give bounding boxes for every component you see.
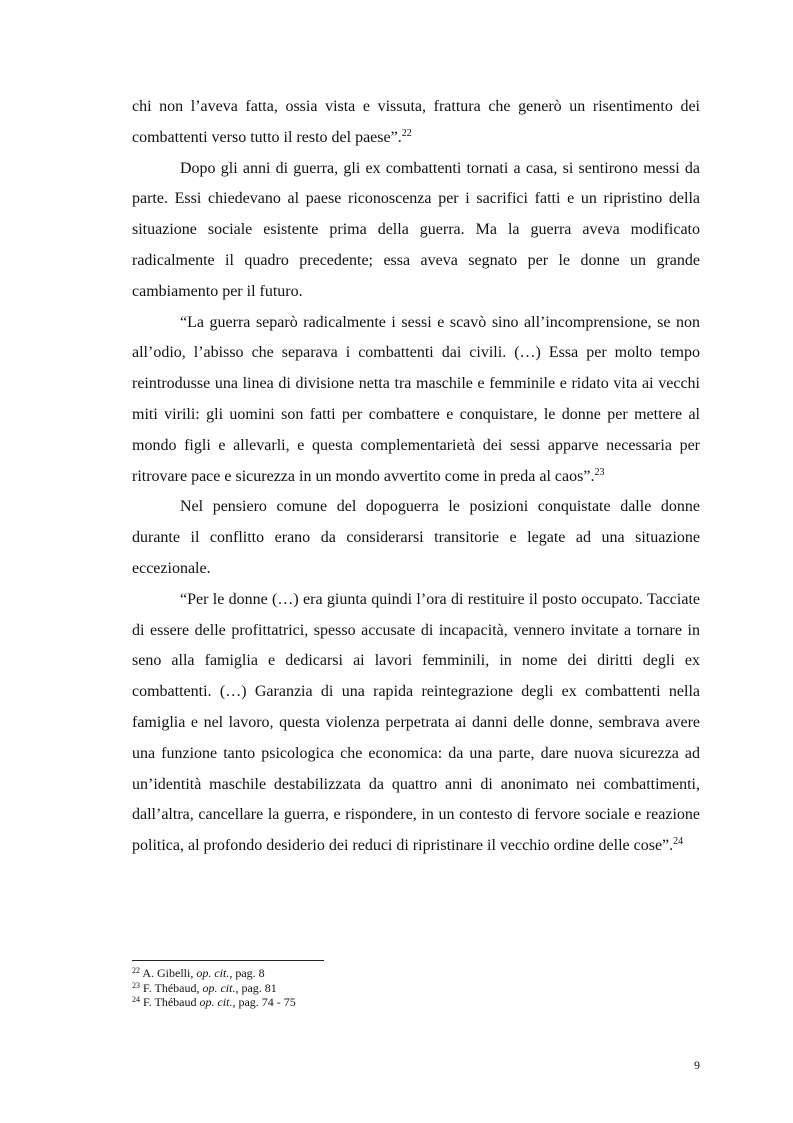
paragraph-2-text: Dopo gli anni di guerra, gli ex combattenti tornati a casa, si sentirono messi da parte. Essi chiedevano al paese riconoscenza per i sacrifici fatti e un ripristino della situazione sociale esistente prima della guerra. Ma la guerra aveva modificato radicalmente il quadro precedente; essa aveva segnato per le donne un grande cambiamento per il futuro. — [132, 159, 700, 300]
footnote-ref-22[interactable]: 22 — [401, 127, 412, 139]
footnote-ref-23[interactable]: 23 — [594, 466, 605, 478]
footnote-ref: op. cit., — [199, 995, 236, 1010]
page-body — [132, 92, 700, 862]
footnote-author: F. Thébaud — [143, 995, 197, 1010]
paragraph-1 — [132, 92, 700, 154]
paragraph-2 — [132, 154, 700, 308]
footnote-number: 22 — [132, 966, 140, 975]
footnote-page: pag. 74 - 75 — [238, 995, 296, 1010]
footnote-ref-24[interactable]: 24 — [673, 836, 684, 848]
footnote-author: A. Gibelli, — [142, 966, 194, 980]
footnote-separator — [132, 960, 324, 961]
paragraph-4 — [132, 492, 700, 584]
footnote-page: pag. 81 — [241, 980, 277, 995]
paragraph-4-text: Nel pensiero comune del dopoguerra le posizioni conquistate dalle donne durante il conflitto erano da considerarsi transitorie e legate ad una situazione eccezionale. — [132, 498, 700, 577]
footnote-number: 24 — [132, 995, 140, 1005]
footnote-ref: op. cit., — [196, 966, 233, 980]
paragraph-3-text: “La guerra separò radicalmente i sessi e scavò sino all’incomprensione, se non all’odio, l’abisso che separava i combattenti dai civili. (…) Essa per molto tempo reintrodusse una linea di divisione netta tra maschile e femminile e ridato vita ai vecchi miti virili: gli uomini son fatti per combattere e conquistare, le donne per mettere al mondo figli e allevarli, e questa complementarietà dei sessi apparve necessaria per ritrovare pace e sicurezza in un mondo avvertito come in preda al caos”. — [132, 313, 700, 485]
footnote-24 — [132, 995, 700, 1010]
footnote-ref: op. cit., — [202, 980, 239, 995]
paragraph-5-quote — [132, 585, 700, 862]
footnote-author: F. Thébaud, — [143, 980, 200, 995]
paragraph-5-text: “Per le donne (…) era giunta quindi l’ora di restituire il posto occupato. Tacciate di essere delle profittatrici, spesso accusate di incapacità, vennero invitate a tornare in seno alla famiglia e dedicarsi ai lavori femminili, in nome dei diritti degli ex combattenti. (…) Garanzia di una rapida reintegrazione degli ex combattenti nella famiglia e nel lavoro, questa violenza perpetrata ai danni delle donne, sembrava avere una funzione tanto psicologica che economica: da una parte, dare nuova sicurezza ad un’identità maschile destabilizzata da quattro anni di anonimato nei combattimenti, dall’altra, cancellare la guerra, e rispondere, in un contesto di fervore sociale e reazione politica, al profondo desiderio dei reduci di ripristinare il vecchio ordine delle cose”. — [132, 590, 700, 855]
footnotes — [132, 960, 700, 1010]
footnote-23 — [132, 981, 700, 996]
paragraph-1-text: chi non l’aveva fatta, ossia vista e vissuta, frattura che generò un risentimento dei combattenti verso tutto il resto del paese”. — [132, 98, 700, 146]
footnote-page: pag. 8 — [235, 966, 265, 980]
paragraph-3-quote — [132, 308, 700, 493]
page-number: 9 — [694, 1058, 700, 1072]
footnote-number: 23 — [132, 980, 140, 990]
footnote-22 — [132, 966, 700, 981]
